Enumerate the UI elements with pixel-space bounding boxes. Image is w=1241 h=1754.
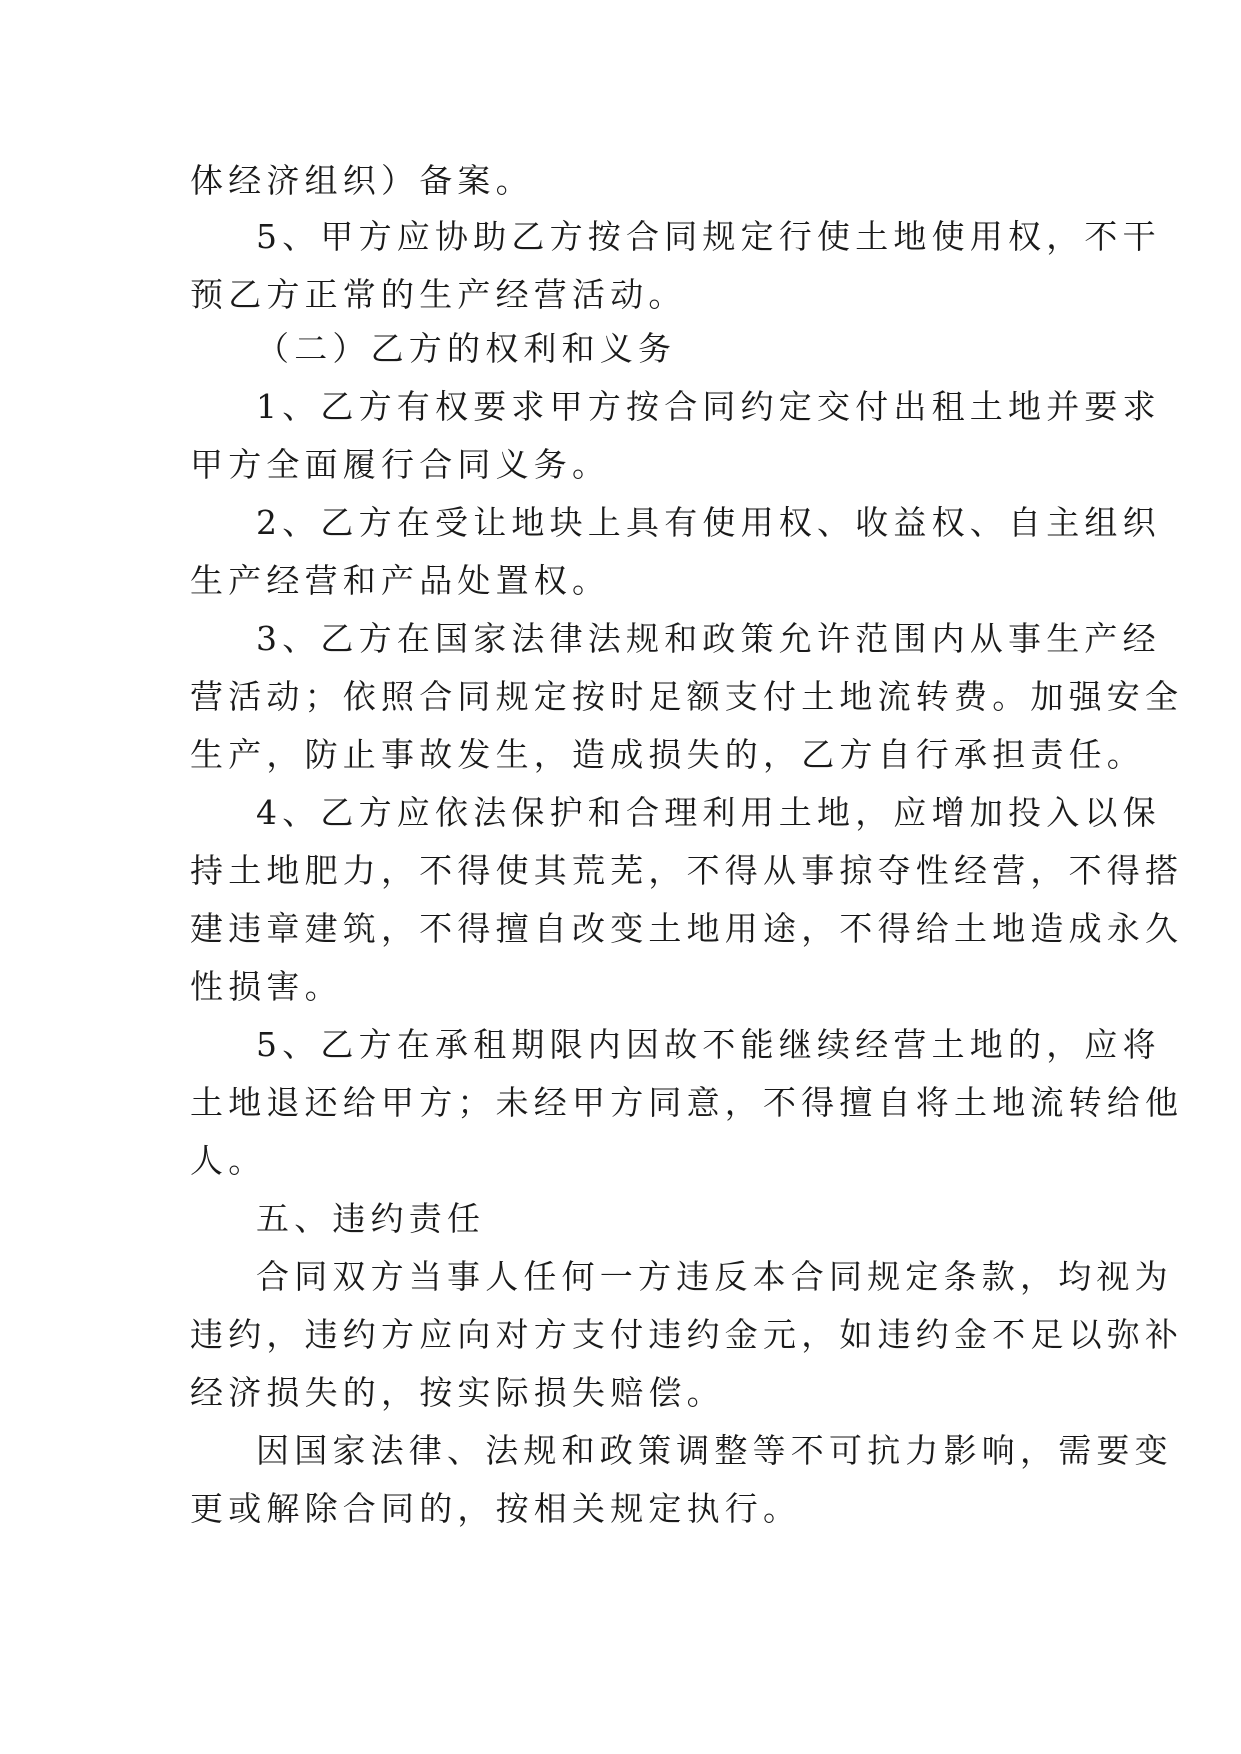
section-heading: （二）乙方的权利和义务 — [256, 329, 677, 368]
paragraph-line: 土地退还给甲方；未经甲方同意，不得擅自将土地流转给他 — [190, 1083, 1184, 1122]
paragraph-line: 违约，违约方应向对方支付违约金元，如违约金不足以弥补 — [190, 1315, 1184, 1354]
paragraph-line: 5、乙方在承租期限内因故不能继续经营土地的，应将 — [256, 1025, 1161, 1064]
paragraph-line: 预乙方正常的生产经营活动。 — [190, 275, 687, 314]
section-heading: 五、违约责任 — [256, 1199, 486, 1238]
paragraph-line: 更或解除合同的，按相关规定执行。 — [190, 1489, 802, 1528]
paragraph-line: 生产，防止事故发生，造成损失的，乙方自行承担责任。 — [190, 735, 1145, 774]
paragraph-line: 经济损失的，按实际损失赔偿。 — [190, 1373, 725, 1412]
document-page — [190, 152, 1184, 1538]
paragraph-line: 3、乙方在国家法律法规和政策允许范围内从事生产经 — [256, 619, 1161, 658]
paragraph-line: 因国家法律、法规和政策调整等不可抗力影响，需要变 — [256, 1431, 1173, 1470]
paragraph-line: 5、甲方应协助乙方按合同规定行使土地使用权，不干 — [256, 217, 1161, 256]
paragraph-line: 合同双方当事人任何一方违反本合同规定条款，均视为 — [256, 1257, 1173, 1296]
paragraph-line: 体经济组织）备案。 — [190, 161, 534, 200]
paragraph-line: 2、乙方在受让地块上具有使用权、收益权、自主组织 — [256, 503, 1161, 542]
paragraph-line: 性损害。 — [190, 967, 343, 1006]
paragraph-line: 营活动；依照合同规定按时足额支付土地流转费。加强安全 — [190, 677, 1184, 716]
paragraph-line: 人。 — [190, 1141, 267, 1180]
paragraph-line: 1、乙方有权要求甲方按合同约定交付出租土地并要求 — [256, 387, 1161, 426]
paragraph-line: 甲方全面履行合同义务。 — [190, 445, 611, 484]
paragraph-line: 生产经营和产品处置权。 — [190, 561, 611, 600]
paragraph-line: 持土地肥力，不得使其荒芜，不得从事掠夺性经营，不得搭 — [190, 851, 1184, 890]
paragraph-line: 建违章建筑，不得擅自改变土地用途，不得给土地造成永久 — [190, 909, 1184, 948]
paragraph-line: 4、乙方应依法保护和合理利用土地，应增加投入以保 — [256, 793, 1161, 832]
